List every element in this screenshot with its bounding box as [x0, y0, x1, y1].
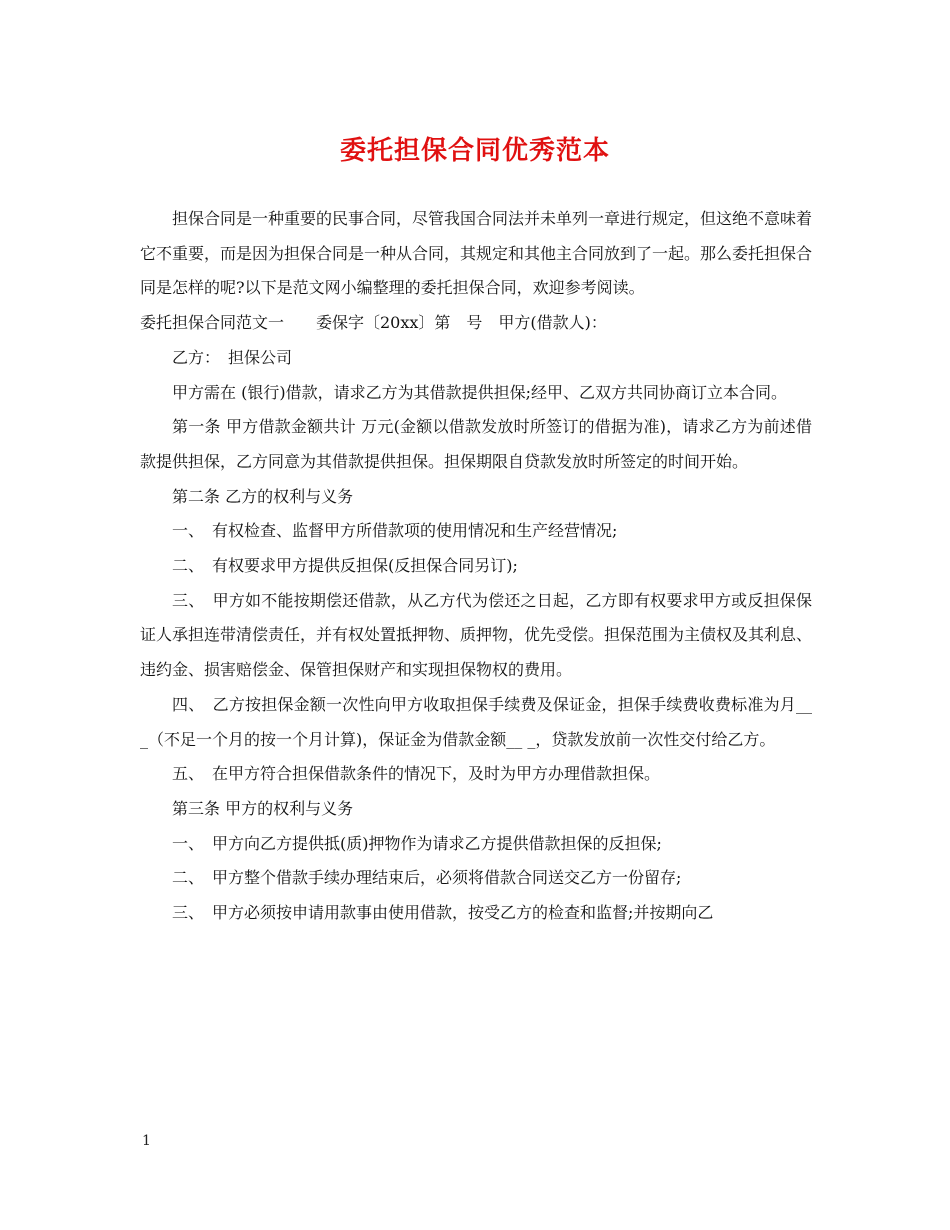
article-3-item-3: 三、 甲方必须按申请用款事由使用借款，按受乙方的检查和监督;并按期向乙	[172, 903, 714, 923]
intro-paragraph: 担保合同是一种重要的民事合同，尽管我国合同法并未单列一章进行规定，但这绝不意味着它不重要，而是因为担保合同是一种从合同，其规定和其他主合同放到了一起。那么委托担保合同是怎样的呢?以下是范文网小编整理的委托担保合同，欢迎参考阅读。	[140, 209, 813, 298]
article-3-heading: 第三条 甲方的权利与义务	[172, 798, 354, 818]
document-title: 委托担保合同优秀范本	[339, 136, 610, 166]
paragraph-purpose: 甲方需在 (银行)借款，请求乙方为其借款提供担保;经甲、乙双方共同协商订立本合同。	[172, 382, 787, 402]
article-3-item-2: 二、 甲方整个借款手续办理结束后，必须将借款合同送交乙方一份留存;	[172, 868, 682, 888]
party-b-line: 乙方： 担保公司	[172, 347, 293, 367]
article-3-item-1: 一、 甲方向乙方提供抵(质)押物作为请求乙方提供借款担保的反担保;	[172, 833, 662, 853]
article-2-item-4: 四、 乙方按担保金额一次性向甲方收取担保手续费及保证金，担保手续费收费标准为月__ _（不足一个月的按一个月计算)，保证金为借款金额__ _，贷款发放前一次性交付给乙方。	[140, 694, 812, 749]
page-number: 1	[142, 1133, 151, 1149]
contract-header-line: 委托担保合同范文一 委保字〔20xx〕第 号 甲方(借款人)：	[140, 313, 607, 333]
article-2-item-1: 一、 有权检查、监督甲方所借款项的使用情况和生产经营情况;	[172, 521, 618, 541]
article-2-item-2: 二、 有权要求甲方提供反担保(反担保合同另订);	[172, 556, 518, 576]
document-body	[140, 202, 812, 931]
article-2-item-3: 三、 甲方如不能按期偿还借款，从乙方代为偿还之日起，乙方即有权要求甲方或反担保保证人承担连带清偿责任，并有权处置抵押物、质押物，优先受偿。担保范围为主债权及其利息、违约金、损害赔偿金、保管担保财产和实现担保物权的费用。	[140, 590, 813, 680]
article-2-item-5: 五、 在甲方符合担保借款条件的情况下，及时为甲方办理借款担保。	[172, 764, 661, 784]
article-2-heading: 第二条 乙方的权利与义务	[172, 486, 354, 506]
article-1: 第一条 甲方借款金额共计 万元(金额以借款发放时所签订的借据为准)，请求乙方为前述借款提供担保，乙方同意为其借款提供担保。担保期限自贷款发放时所签定的时间开始。	[140, 417, 812, 471]
